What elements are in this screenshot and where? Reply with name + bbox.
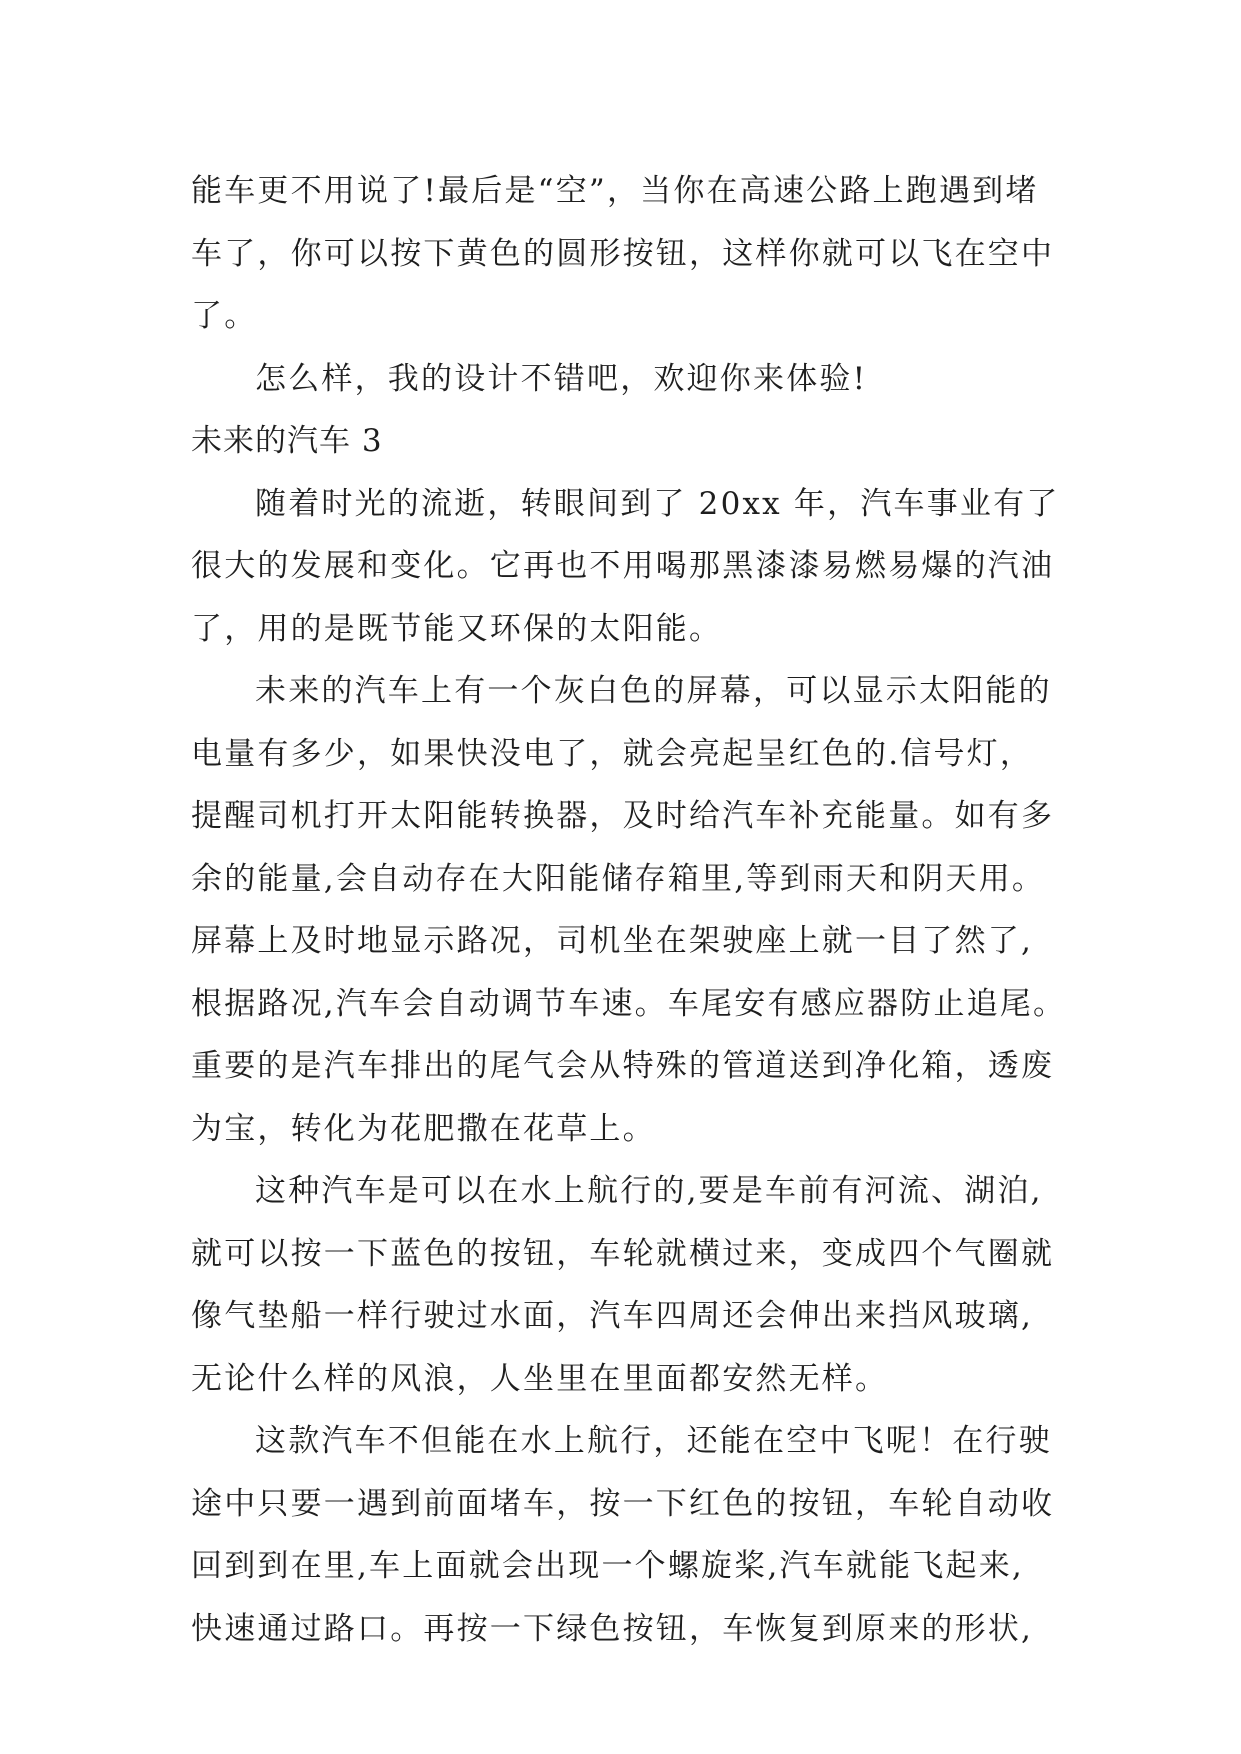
text-line: 为宝，转化为花肥撒在花草上。 [191, 1110, 656, 1147]
text-line: 车了，你可以按下黄色的圆形按钮，这样你就可以飞在空中 [191, 235, 1055, 272]
text-line: 很大的发展和变化。它再也不用喝那黑漆漆易燃易爆的汽油 [191, 548, 1055, 584]
text-line: 无论什么样的风浪，人坐里在里面都安然无样。 [191, 1360, 889, 1397]
text-line: 了。 [191, 298, 258, 334]
paragraph-start: 这种汽车是可以在水上航行的,要是车前有河流、湖泊, [255, 1173, 1043, 1209]
paragraph-start: 未来的汽车上有一个灰白色的屏幕，可以显示太阳能的 [255, 673, 1052, 709]
text-line: 电量有多少，如果快没电了，就会亮起呈红色的.信号灯， [191, 735, 1034, 772]
text-line: 就可以按一下蓝色的按钮，车轮就横过来，变成四个气圈就 [191, 1235, 1055, 1272]
text-line: 回到到在里,车上面就会出现一个螺旋桨,汽车就能飞起来, [191, 1548, 1024, 1584]
text-line: 能车更不用说了!最后是“空”，当你在高速公路上跑遇到堵 [191, 173, 1039, 209]
section-heading: 未来的汽车 3 [191, 423, 383, 459]
document-body [191, 160, 1067, 1660]
paragraph-start: 随着时光的流逝，转眼间到了 20xx 年，汽车事业有了 [255, 485, 1060, 522]
text-line: 像气垫船一样行驶过水面，汽车四周还会伸出来挡风玻璃, [191, 1298, 1034, 1334]
paragraph-start: 怎么样，我的设计不错吧，欢迎你来体验! [255, 360, 868, 397]
text-line: 快速通过路口。再按一下绿色按钮，车恢复到原来的形状, [191, 1610, 1034, 1647]
text-line: 重要的是汽车排出的尾气会从特殊的管道送到净化箱，透废 [191, 1048, 1055, 1084]
text-line: 根据路况,汽车会自动调节车速。车尾安有感应器防止追尾。 [191, 985, 1067, 1022]
text-line: 屏幕上及时地显示路况，司机坐在架驶座上就一目了然了, [191, 923, 1034, 959]
text-line: 了，用的是既节能又环保的太阳能。 [191, 610, 723, 647]
text-line: 途中只要一遇到前面堵车，按一下红色的按钮，车轮自动收 [191, 1485, 1055, 1522]
paragraph-start: 这款汽车不但能在水上航行，还能在空中飞呢！在行驶 [255, 1423, 1052, 1459]
text-line: 提醒司机打开太阳能转换器，及时给汽车补充能量。如有多 [191, 798, 1055, 834]
text-line: 余的能量,会自动存在大阳能储存箱里,等到雨天和阴天用。 [191, 860, 1046, 897]
